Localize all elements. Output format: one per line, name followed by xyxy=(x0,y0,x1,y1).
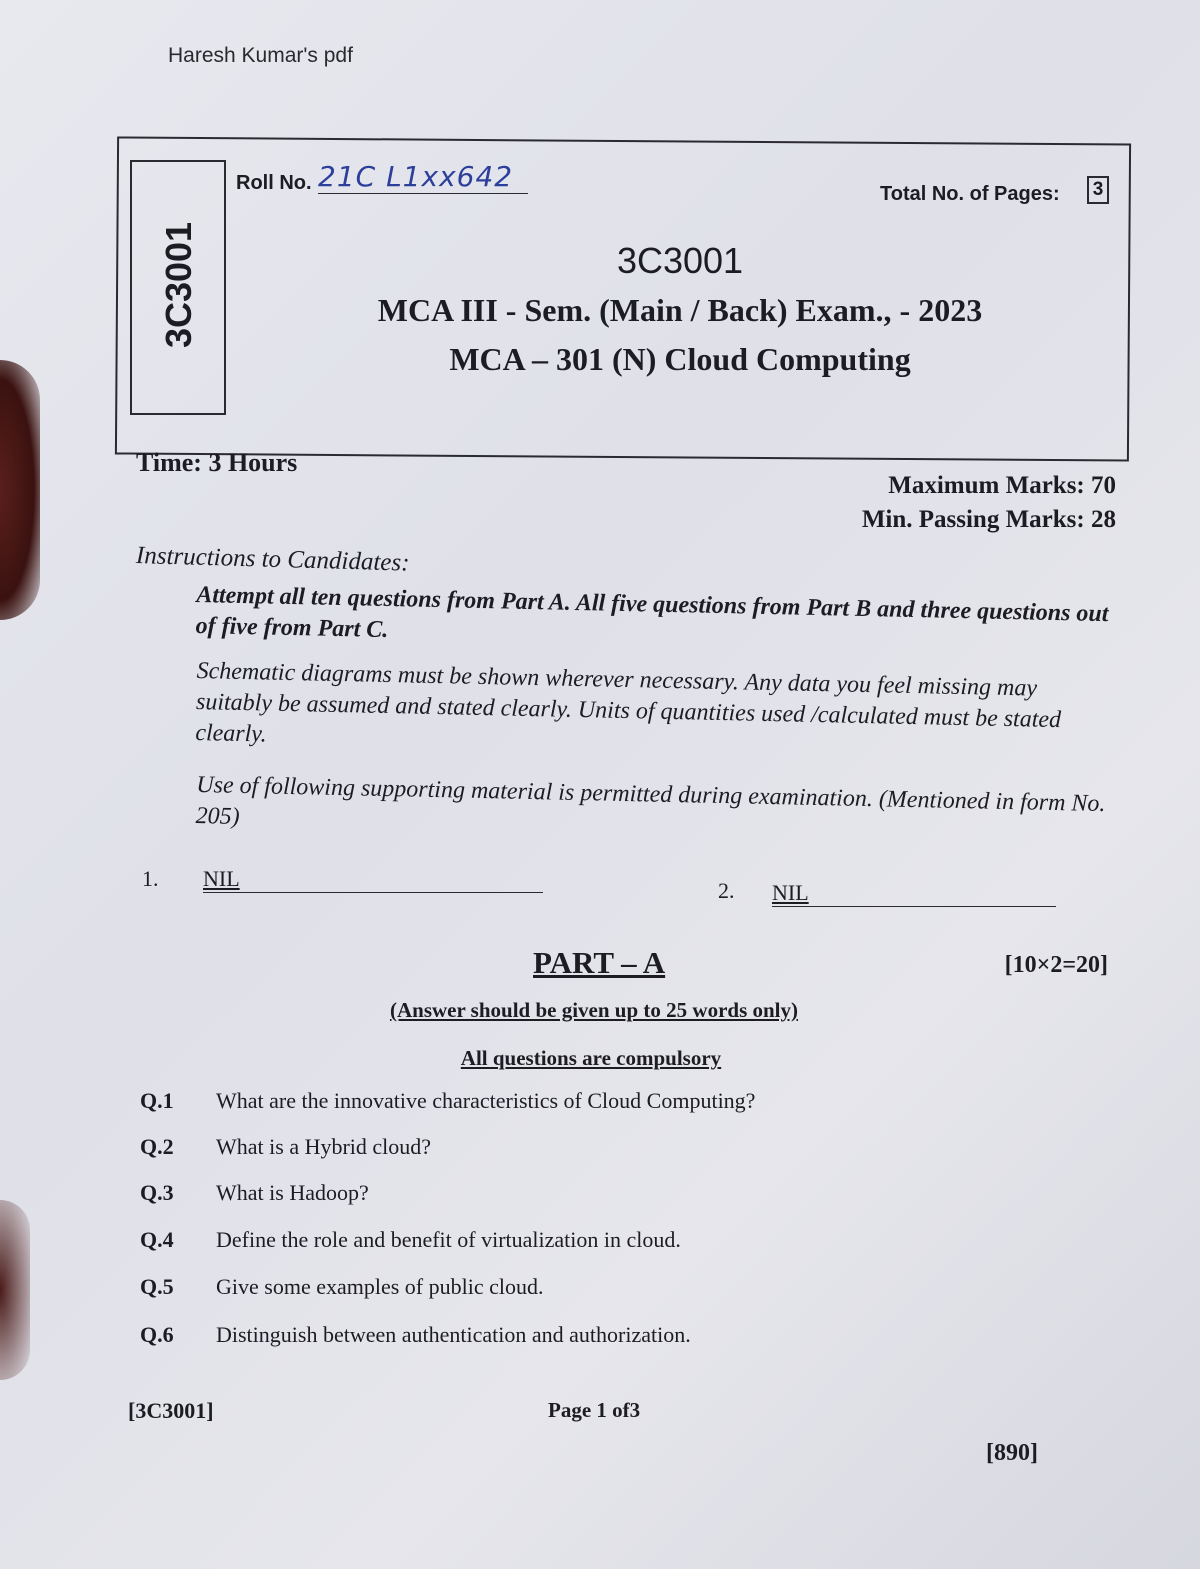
part-a-answer-note: (Answer should be given up to 25 words only) xyxy=(389,998,798,1022)
paper-code: 3C3001 xyxy=(616,240,744,281)
question-text: What is a Hybrid cloud? xyxy=(216,1134,432,1159)
question-text: What is Hadoop? xyxy=(216,1180,369,1205)
roll-number-value: 21C L1xx642 xyxy=(318,160,528,194)
material-number: 2. xyxy=(718,878,735,903)
material-value: NIL xyxy=(772,880,1056,907)
question-row xyxy=(140,1227,840,1253)
total-pages-value: 3 xyxy=(1087,176,1109,204)
time-allowed: Time: 3 Hours xyxy=(136,448,298,477)
footer-page-number: Page 1 of3 xyxy=(548,1398,641,1422)
maximum-marks: Maximum Marks: 70 xyxy=(888,472,1116,499)
part-a-compulsory-note: All questions are compulsory xyxy=(460,1046,722,1070)
question-number: Q.5 xyxy=(140,1274,174,1299)
instruction-item: Attempt all ten questions from Part A. All five questions from Part B and three questions out of five from Part C. xyxy=(195,582,1109,644)
roll-number-label: Roll No. xyxy=(236,172,312,194)
subject-title: MCA – 301 (N) Cloud Computing xyxy=(449,341,911,377)
exam-title: MCA III - Sem. (Main / Back) Exam., - 2023 xyxy=(377,292,983,328)
part-a-marks: [10×2=20] xyxy=(1004,952,1108,978)
question-number: Q.4 xyxy=(140,1227,174,1252)
footer-paper-code: [3C3001] xyxy=(128,1398,214,1423)
thumb-shadow-lower xyxy=(0,1200,30,1380)
part-a-title: PART – A xyxy=(533,945,666,980)
thumb-shadow xyxy=(0,360,40,620)
side-paper-code: 3C3001 xyxy=(158,221,199,349)
question-number: Q.6 xyxy=(140,1322,174,1347)
min-passing-marks: Min. Passing Marks: 28 xyxy=(861,506,1116,533)
question-text: What are the innovative characteristics of Cloud Computing? xyxy=(216,1088,756,1113)
footer-serial-number: [890] xyxy=(986,1440,1038,1466)
watermark-text: Haresh Kumar's pdf xyxy=(168,44,353,67)
question-number: Q.1 xyxy=(140,1088,174,1113)
instruction-item: Use of following supporting material is permitted during examination. (Mentioned in form No. 205) xyxy=(195,772,1106,830)
question-row xyxy=(140,1274,840,1300)
material-value: NIL xyxy=(203,866,543,893)
question-text: Distinguish between authentication and authorization. xyxy=(216,1322,691,1347)
material-number: 1. xyxy=(142,866,159,891)
question-row xyxy=(140,1180,840,1206)
question-text: Give some examples of public cloud. xyxy=(216,1274,544,1299)
question-row xyxy=(140,1322,840,1348)
question-number: Q.2 xyxy=(140,1134,174,1159)
instructions-title: Instructions to Candidates: xyxy=(135,542,410,577)
question-row xyxy=(140,1134,840,1160)
question-number: Q.3 xyxy=(140,1180,174,1205)
question-text: Define the role and benefit of virtualization in cloud. xyxy=(216,1227,681,1252)
total-pages-label: Total No. of Pages: xyxy=(880,183,1060,205)
question-row xyxy=(140,1088,840,1114)
instruction-item: Schematic diagrams must be shown wherever necessary. Any data you feel missing may suitably be assumed and stated clearly. Units of quantities used /calculated must be stated clearly. xyxy=(195,658,1062,748)
